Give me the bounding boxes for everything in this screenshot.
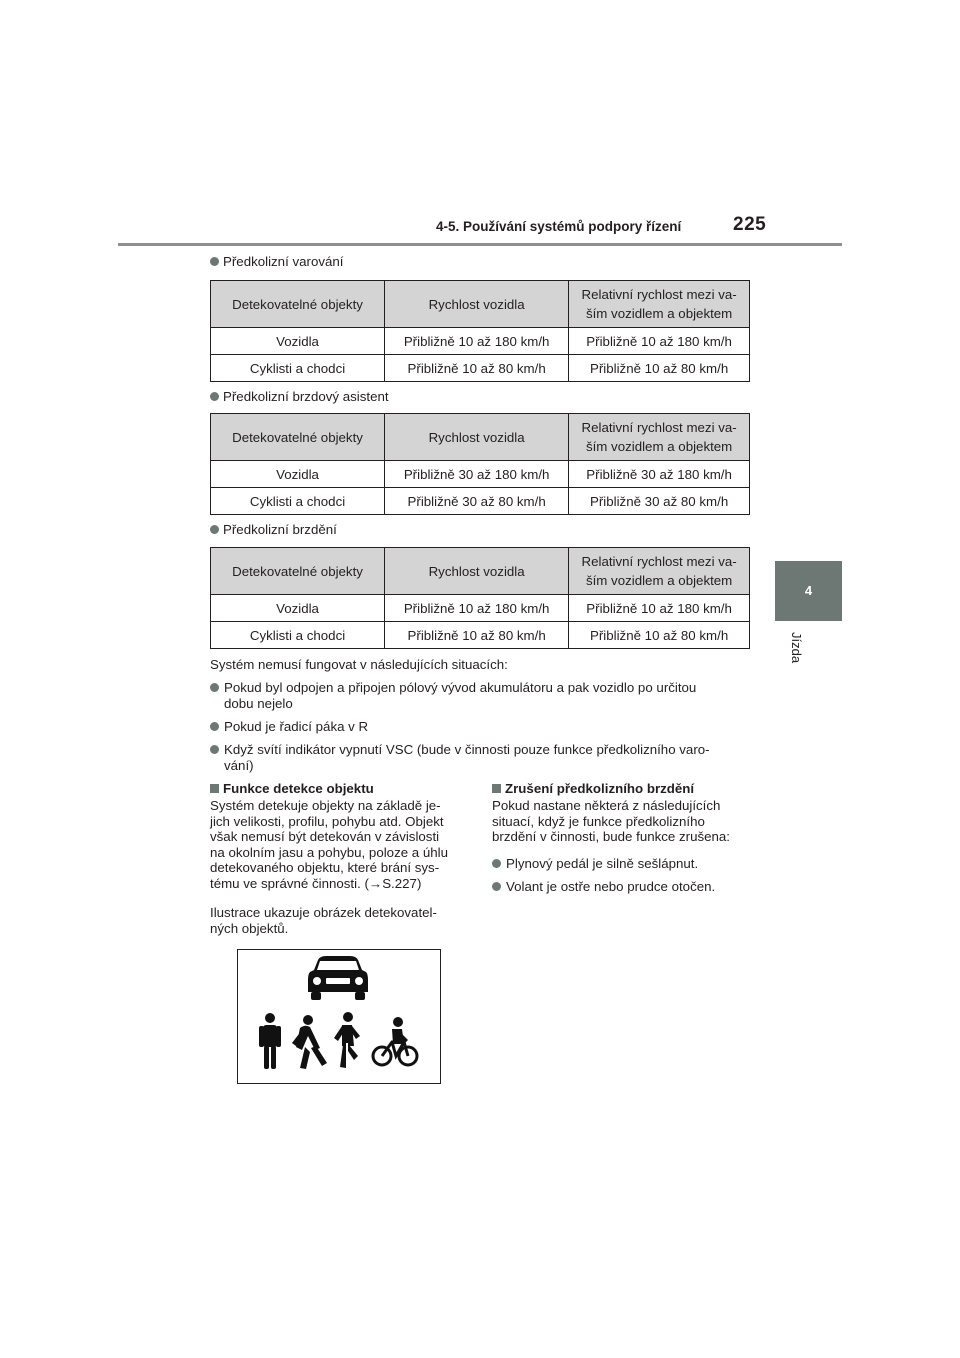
column-header: Relativní rychlost mezi va- ším vozidlem a objektem (569, 281, 750, 328)
pedestrian-standing-icon (259, 1013, 281, 1069)
square-bullet-icon (210, 784, 219, 793)
chapter-number: 4 (804, 583, 813, 598)
table-cell: Přibližně 30 až 180 km/h (385, 461, 569, 488)
list-item: Volant je ostře nebo prudce otočen. (492, 879, 754, 895)
table-row (211, 595, 750, 622)
column-header: Rychlost vozidla (385, 414, 569, 461)
car-icon (308, 956, 368, 1000)
table-row (211, 355, 750, 382)
table-cell: Cyklisti a chodci (211, 622, 385, 649)
cyclist-rider-icon (392, 1017, 408, 1044)
situations-intro: Systém nemusí fungovat v následujících situacích: (210, 657, 508, 672)
detectable-objects-illustration (237, 949, 441, 1084)
table-cell: Cyklisti a chodci (211, 488, 385, 515)
illustration-svg (238, 950, 440, 1083)
square-bullet-icon (492, 784, 501, 793)
table-row (211, 488, 750, 515)
table-row (211, 622, 750, 649)
table-cell: Vozidla (211, 595, 385, 622)
section-heading: Zrušení předkolizního brzdění (492, 781, 694, 796)
table-cell: Přibližně 10 až 80 km/h (569, 622, 750, 649)
column-header: Rychlost vozidla (385, 281, 569, 328)
table-cell: Přibližně 10 až 180 km/h (569, 328, 750, 355)
table-title (210, 254, 343, 270)
bullet-icon (210, 257, 219, 266)
column-header: Detekovatelné objekty (211, 548, 385, 595)
table-cell: Přibližně 30 až 180 km/h (569, 461, 750, 488)
column-header: Relativní rychlost mezi va- ším vozidlem a objektem (569, 548, 750, 595)
section-title: 4-5. Používání systémů podpory řízení (436, 219, 682, 234)
column-header: Rychlost vozidla (385, 548, 569, 595)
table-cell: Přibližně 30 až 80 km/h (569, 488, 750, 515)
section-text: Systém detekuje objekty na základě je- jich velikosti, profilu, pohybu atd. Objekt však nemusí být detekován v závislosti na okolním jasu a pohybu, poloze a úhlu detekovaného objektu, které brání sys- tému ve správné činnosti. (→S.227) (210, 798, 449, 891)
list-item: Pokud byl odpojen a připojen pólový vývod akumulátoru a pak vozidlo po určitou dobu nejelo (210, 680, 755, 711)
pedestrian-walking-icon (292, 1015, 327, 1069)
table-cell: Přibližně 10 až 180 km/h (385, 595, 569, 622)
chapter-tab[interactable] (775, 561, 842, 621)
section-text: Ilustrace ukazuje obrázek detekovatel- ných objektů. (210, 905, 437, 936)
spec-table (210, 280, 750, 382)
list-item: Pokud je řadicí páka v R (210, 719, 755, 735)
table-cell: Vozidla (211, 328, 385, 355)
column-header: Detekovatelné objekty (211, 414, 385, 461)
bullet-icon (210, 525, 219, 534)
bullet-icon (210, 722, 219, 731)
table-row (211, 461, 750, 488)
column-header: Detekovatelné objekty (211, 281, 385, 328)
table-cell: Přibližně 10 až 180 km/h (385, 328, 569, 355)
section-heading: Funkce detekce objektu (210, 781, 374, 796)
chapter-label (786, 632, 804, 692)
table-cell: Přibližně 10 až 80 km/h (385, 355, 569, 382)
list-item: Plynový pedál je silně sešlápnut. (492, 856, 754, 872)
table-cell: Cyklisti a chodci (211, 355, 385, 382)
spec-table (210, 413, 750, 515)
spec-table (210, 547, 750, 649)
table-cell: Přibližně 10 až 80 km/h (569, 355, 750, 382)
table-cell: Přibližně 30 až 80 km/h (385, 488, 569, 515)
bullet-icon (210, 745, 219, 754)
bullet-icon (492, 882, 501, 891)
table-title (210, 389, 389, 405)
table-cell: Přibližně 10 až 80 km/h (385, 622, 569, 649)
bullet-icon (210, 392, 219, 401)
table-title-text: Předkolizní varování (223, 254, 344, 269)
pedestrian-running-icon (334, 1012, 360, 1069)
chapter-label-text: Jízda (789, 632, 804, 664)
column-header: Relativní rychlost mezi va- ším vozidlem a objektem (569, 414, 750, 461)
section-text: Pokud nastane některá z následujících situací, když je funkce předkolizního brzdění v činnosti, bude funkce zrušena: (492, 798, 731, 844)
bullet-icon (210, 683, 219, 692)
table-title (210, 522, 337, 538)
bullet-icon (492, 859, 501, 868)
page-number: 225 (733, 214, 767, 235)
table-title-text: Předkolizní brzdění (223, 522, 337, 537)
table-row (211, 328, 750, 355)
table-cell: Přibližně 10 až 180 km/h (569, 595, 750, 622)
list-item: Když svítí indikátor vypnutí VSC (bude v činnosti pouze funkce předkolizního varo- vání) (210, 742, 755, 773)
table-title-text: Předkolizní brzdový asistent (223, 389, 389, 404)
table-cell: Vozidla (211, 461, 385, 488)
header-divider (118, 243, 842, 246)
cyclist-icon (373, 1042, 417, 1065)
